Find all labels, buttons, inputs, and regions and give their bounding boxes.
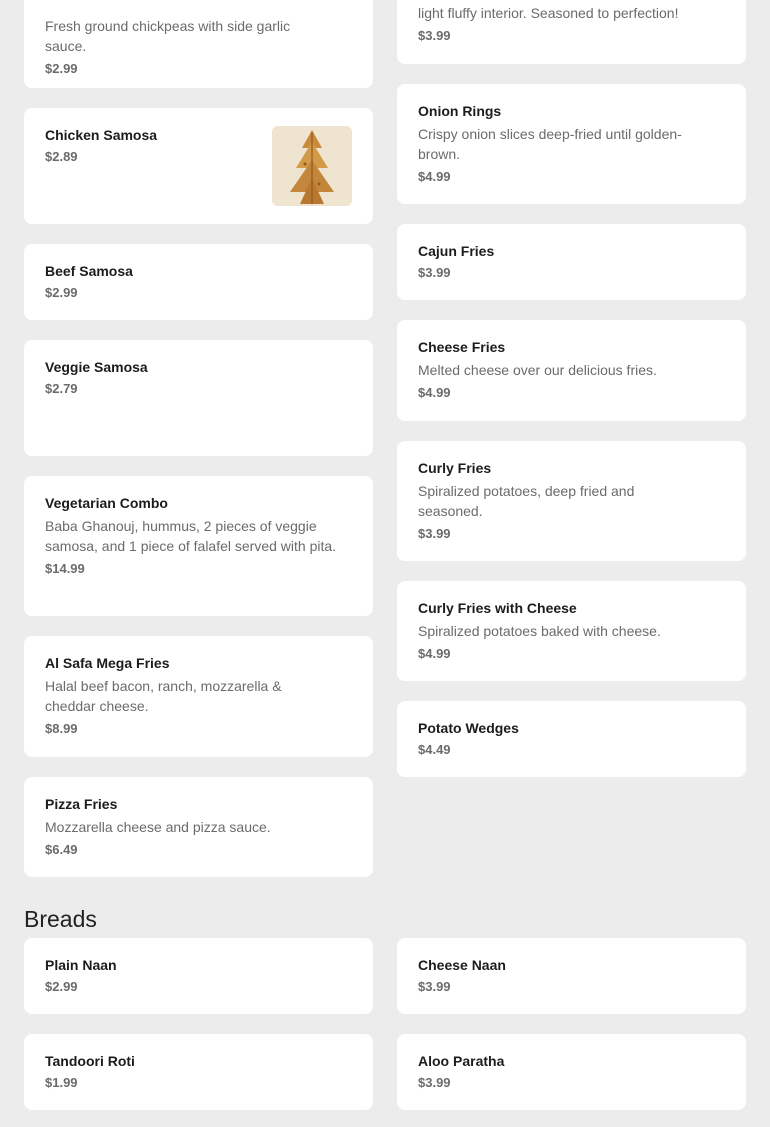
menu-item-aloo-paratha[interactable]: [397, 1034, 746, 1110]
item-price: $3.99: [418, 1075, 451, 1090]
menu-item-cheese-fries[interactable]: [397, 320, 746, 421]
item-description: Crispy onion slices deep-fried until golden-brown.: [418, 126, 682, 162]
item-description: Spiralized potatoes, deep fried and seasoned.: [418, 483, 635, 519]
item-price: $4.99: [418, 646, 451, 661]
item-price: $14.99: [45, 561, 85, 576]
item-price: $2.99: [45, 285, 78, 300]
menu-item-fries[interactable]: [397, 0, 746, 64]
menu-item-chicken-samosa[interactable]: [24, 108, 373, 224]
item-price: $4.99: [418, 169, 451, 184]
item-name: Veggie Samosa: [45, 359, 148, 375]
item-price: $2.99: [45, 61, 78, 76]
menu-item-pizza-fries[interactable]: [24, 777, 373, 877]
item-name: Cheese Naan: [418, 957, 506, 973]
item-description: Mozzarella cheese and pizza sauce.: [45, 819, 271, 835]
item-name: Al Safa Mega Fries: [45, 655, 170, 671]
item-name: Curly Fries with Cheese: [418, 600, 577, 616]
menu-item-cheese-naan[interactable]: [397, 938, 746, 1014]
item-name: Cajun Fries: [418, 243, 495, 259]
item-name: Pizza Fries: [45, 796, 118, 812]
menu-item-tandoori-roti[interactable]: [24, 1034, 373, 1110]
item-price: $3.99: [418, 979, 451, 994]
item-price: $2.79: [45, 381, 78, 396]
item-name: Aloo Paratha: [418, 1053, 505, 1069]
item-name: Onion Rings: [418, 103, 502, 119]
section-title-breads: Breads: [24, 906, 97, 932]
item-price: $8.99: [45, 721, 78, 736]
menu-item-plain-naan[interactable]: [24, 938, 373, 1014]
item-price: $4.49: [418, 742, 451, 757]
item-name: Curly Fries: [418, 460, 492, 476]
menu-item-cajun-fries[interactable]: [397, 224, 746, 300]
menu-item-veggie-samosa[interactable]: [24, 340, 373, 456]
item-price: $3.99: [418, 526, 451, 541]
item-name: Vegetarian Combo: [45, 495, 168, 511]
item-description: Baba Ghanouj, hummus, 2 pieces of veggie samosa, and 1 piece of falafel served with pita.: [45, 518, 337, 554]
item-price: $3.99: [418, 28, 451, 43]
samosa-image[interactable]: [272, 126, 352, 206]
menu-item-potato-wedges[interactable]: [397, 701, 746, 777]
item-price: $2.89: [45, 149, 78, 164]
item-name: Chicken Samosa: [45, 127, 158, 143]
item-name: Cheese Fries: [418, 339, 506, 355]
menu-item-falafel[interactable]: [24, 0, 373, 88]
item-price: $6.49: [45, 842, 78, 857]
menu-item-onion-rings[interactable]: [397, 84, 746, 204]
item-description: Fresh ground chickpeas with side garlic sauce.: [45, 18, 291, 54]
item-price: $1.99: [45, 1075, 78, 1090]
item-description: Melted cheese over our delicious fries.: [418, 362, 657, 378]
item-price: $3.99: [418, 265, 451, 280]
item-price: $4.99: [418, 385, 451, 400]
menu-item-vegetarian-combo[interactable]: [24, 476, 373, 616]
item-name: Beef Samosa: [45, 263, 133, 279]
item-description: Halal beef bacon, ranch, mozzarella & cheddar cheese.: [45, 678, 282, 714]
item-name: Potato Wedges: [418, 720, 519, 736]
menu-item-al-safa-mega-fries[interactable]: [24, 636, 373, 757]
item-price: $2.99: [45, 979, 78, 994]
menu-item-beef-samosa[interactable]: [24, 244, 373, 320]
menu-item-curly-fries[interactable]: [397, 441, 746, 561]
item-name: Tandoori Roti: [45, 1053, 135, 1069]
item-description: light fluffy interior. Seasoned to perfection!: [418, 5, 679, 21]
item-name: Plain Naan: [45, 957, 117, 973]
menu-item-curly-fries-with-cheese[interactable]: [397, 581, 746, 681]
item-description: Spiralized potatoes baked with cheese.: [418, 623, 661, 639]
